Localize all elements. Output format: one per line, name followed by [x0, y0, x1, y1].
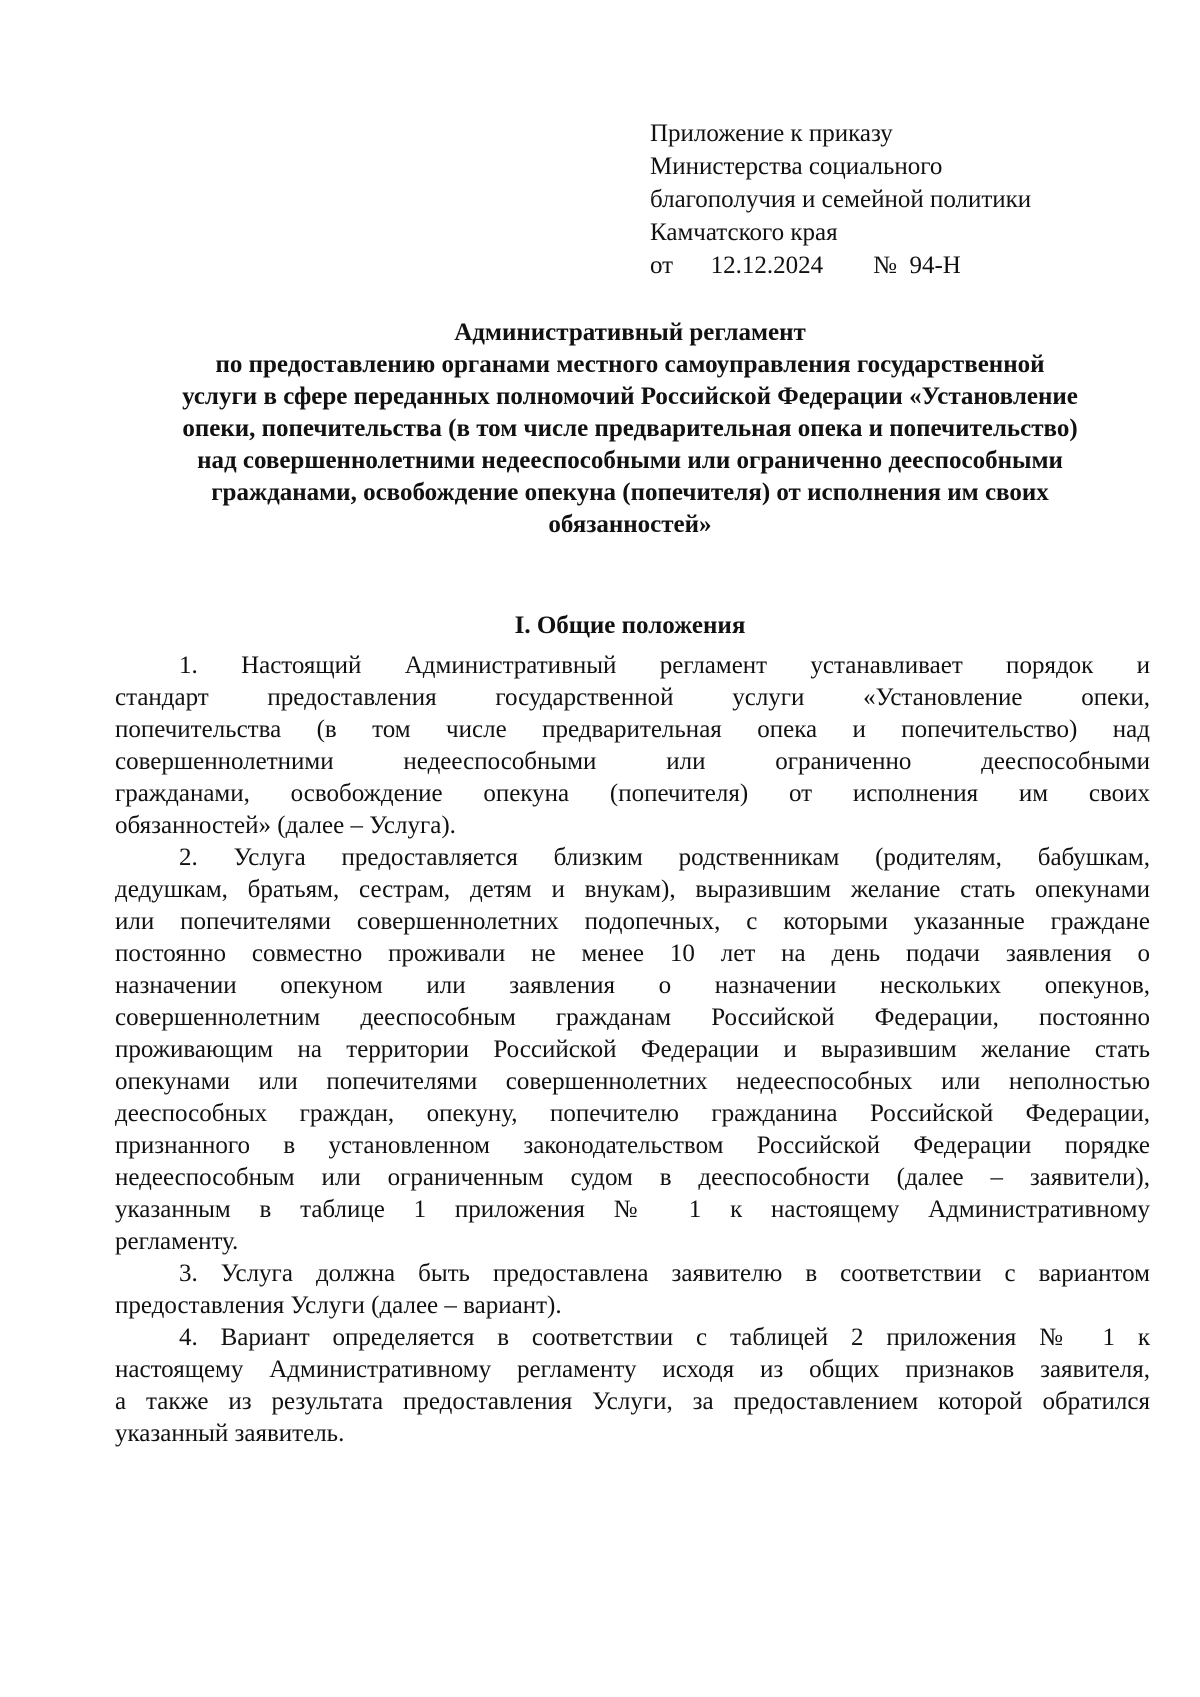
paragraph-line: назначении опекуном или заявления о назначении нескольких опекунов, [115, 972, 1150, 999]
paragraph-line: признанного в установленном законодательством Российской Федерации порядке [115, 1132, 1150, 1159]
title-line: гражданами, освобождение опекуна (попечителя) от исполнения им своих [211, 479, 1049, 506]
paragraph-line: обязанностей» (далее – Услуга). [115, 812, 456, 839]
title-line: услуги в сфере переданных полномочий Российской Федерации «Установление [182, 383, 1078, 410]
section-heading: I. Общие положения [514, 612, 746, 639]
title-line: по предоставлению органами местного самоуправления государственной [215, 351, 1045, 378]
paragraph-2 [115, 842, 1150, 1258]
paragraph-line: 1. Настоящий Административный регламент устанавливает порядок и [179, 652, 1150, 679]
paragraph-line: или попечителями совершеннолетних подопечных, с которыми указанные граждане [115, 908, 1150, 935]
approval-line: Приложение к приказу [650, 120, 893, 147]
title-line: Административный регламент [454, 319, 806, 346]
paragraph-line: указанным в таблице 1 приложения № 1 к настоящему Административному [115, 1196, 1150, 1223]
paragraph-line: постоянно совместно проживали не менее 10 лет на день подачи заявления о [115, 940, 1150, 967]
paragraph-line: гражданами, освобождение опекуна (попечителя) от исполнения им своих [115, 780, 1150, 807]
paragraph-line: стандарт предоставления государственной услуги «Установление опеки, [115, 684, 1150, 711]
approval-block [650, 117, 1150, 282]
paragraph-line: 3. Услуга должна быть предоставлена заявителю в соответствии с вариантом [179, 1260, 1150, 1287]
paragraph-line: дееспособных граждан, опекуну, попечителю гражданина Российской Федерации, [115, 1100, 1150, 1127]
title-line: над совершеннолетними недееспособными или ограниченно дееспособными [197, 447, 1063, 474]
order-date-number: от 12.12.2024 № 94-Н [650, 252, 961, 279]
paragraph-4 [115, 1322, 1150, 1450]
paragraph-line: опекунами или попечителями совершеннолетних недееспособных или неполностью [115, 1068, 1150, 1095]
paragraph-line: дедушкам, братьям, сестрам, детям и внукам), выразившим желание стать опекунами [115, 876, 1150, 903]
approval-line: Министерства социального [650, 153, 943, 180]
paragraph-line: совершеннолетними недееспособными или ограниченно дееспособными [115, 748, 1150, 775]
paragraph-3 [115, 1258, 1150, 1322]
paragraph-1 [115, 650, 1150, 842]
paragraph-line: совершеннолетним дееспособным гражданам Российской Федерации, постоянно [115, 1004, 1150, 1031]
paragraph-line: а также из результата предоставления Услуги, за предоставлением которой обратился [115, 1388, 1150, 1415]
paragraph-line: настоящему Административному регламенту исходя из общих признаков заявителя, [115, 1356, 1150, 1383]
document-title [110, 317, 1150, 541]
paragraph-line: 4. Вариант определяется в соответствии с таблицей 2 приложения № 1 к [179, 1324, 1150, 1351]
paragraph-line: предоставления Услуги (далее – вариант). [115, 1292, 562, 1319]
paragraph-line: 2. Услуга предоставляется близким родственникам (родителям, бабушкам, [179, 844, 1150, 871]
title-line: обязанностей» [548, 511, 712, 538]
paragraph-line: регламенту. [115, 1228, 239, 1255]
paragraph-line: недееспособным или ограниченным судом в дееспособности (далее – заявители), [115, 1164, 1150, 1191]
paragraph-line: попечительства (в том числе предварительная опека и попечительство) над [115, 716, 1150, 743]
approval-line: Камчатского края [650, 219, 838, 246]
title-line: опеки, попечительства (в том числе предварительная опека и попечительство) [182, 415, 1078, 442]
approval-line: благополучия и семейной политики [650, 186, 1032, 213]
paragraph-line: указанный заявитель. [115, 1420, 345, 1447]
paragraph-line: проживающим на территории Российской Федерации и выразившим желание стать [115, 1036, 1150, 1063]
